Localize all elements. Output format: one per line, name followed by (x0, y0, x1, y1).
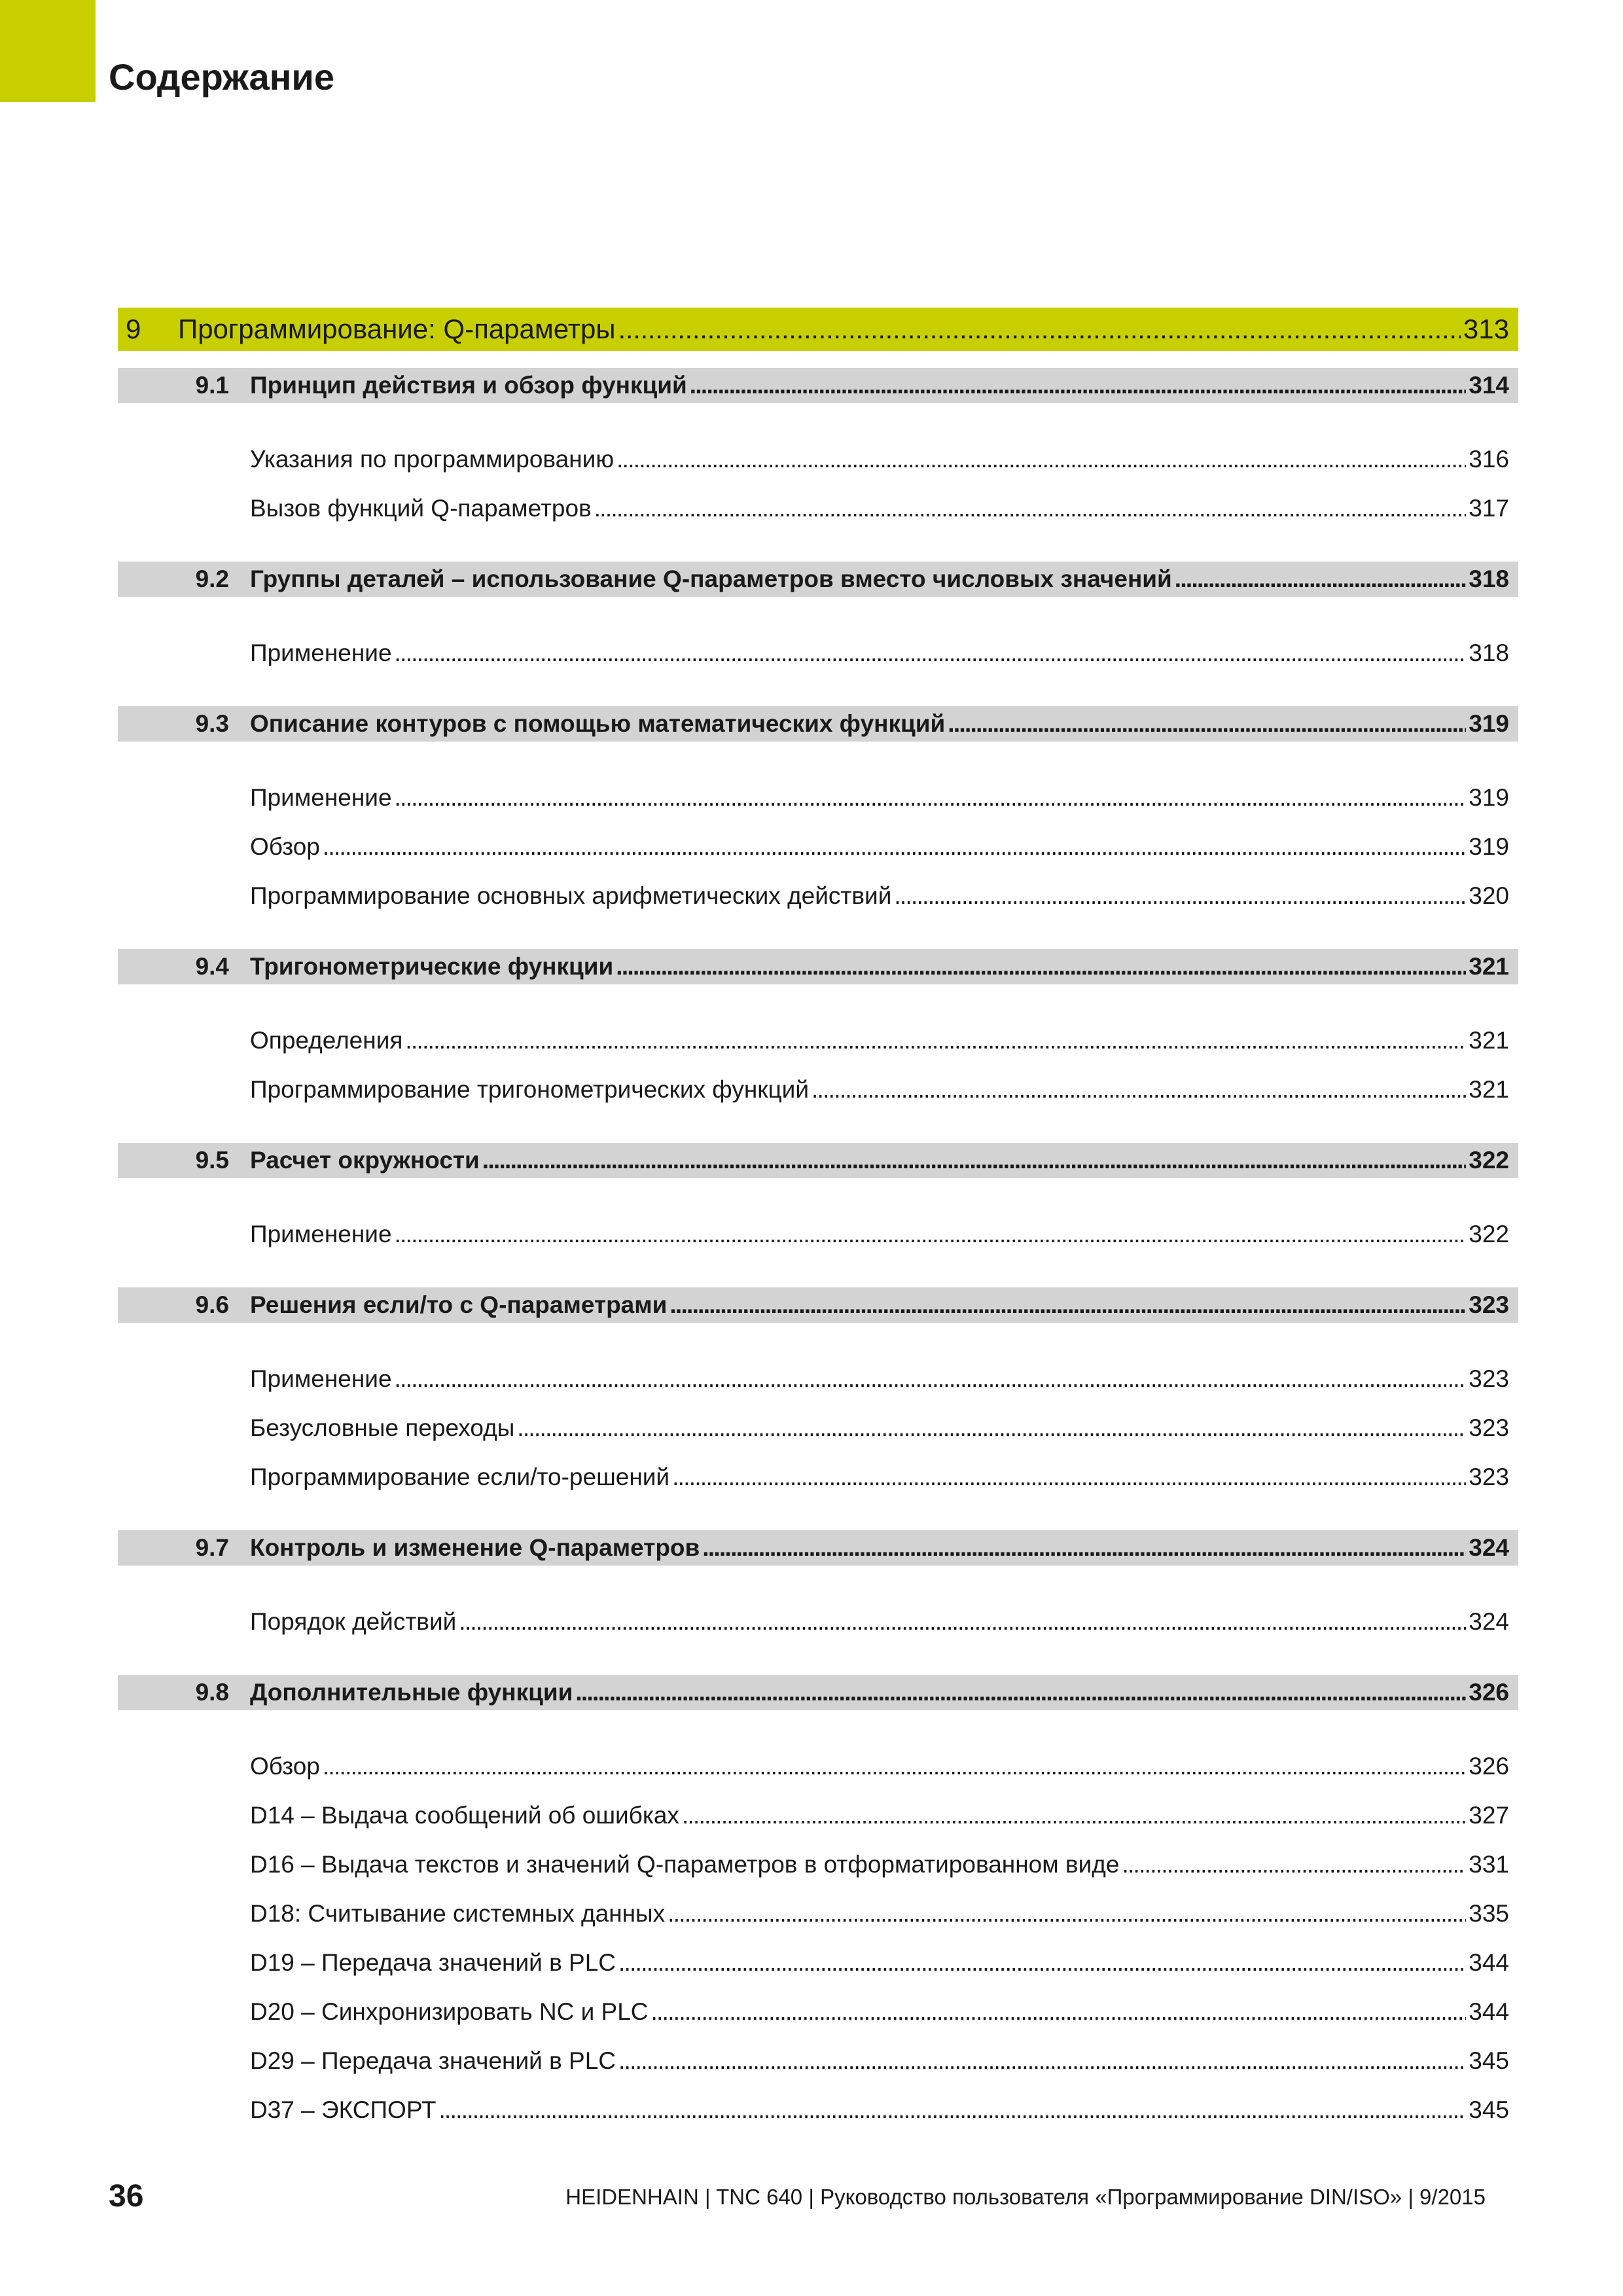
entry-page: 318 (1469, 639, 1509, 666)
toc-entry-row[interactable] (118, 628, 1518, 677)
section-title: Решения если/то с Q-параметрами (250, 1291, 668, 1318)
entry-page: 326 (1469, 1752, 1509, 1780)
section-title: Контроль и изменение Q-параметров (250, 1534, 700, 1561)
dot-leader (575, 1679, 1466, 1706)
toc-entry-row[interactable] (118, 1354, 1518, 1403)
dot-leader (482, 1147, 1467, 1174)
entry-title: Указания по программированию (250, 445, 615, 473)
section-page: 324 (1469, 1534, 1509, 1561)
toc-entry-row[interactable] (118, 822, 1518, 871)
toc-sections (118, 368, 1518, 2163)
toc-entry-row[interactable] (118, 1597, 1518, 1646)
section-page: 323 (1469, 1291, 1509, 1318)
toc-entry-row[interactable] (118, 435, 1518, 484)
section-number: 9.2 (195, 565, 229, 592)
dot-leader (405, 1027, 1466, 1054)
entry-title: Обзор (250, 833, 320, 860)
toc-entry-row[interactable] (118, 1065, 1518, 1114)
entry-page: 345 (1469, 2047, 1509, 2074)
toc-section-row[interactable] (118, 368, 1518, 403)
entry-title: D14 – Выдача сообщений об ошибках (250, 1801, 679, 1829)
entry-title: D19 – Передача значений в PLC (250, 1948, 616, 1976)
table-of-contents (118, 308, 1518, 2163)
toc-entry-row[interactable] (118, 1791, 1518, 1840)
entry-title: Применение (250, 1220, 392, 1247)
corner-accent-block (0, 0, 96, 102)
dot-leader (618, 2047, 1466, 2075)
entry-page: 319 (1469, 833, 1509, 860)
entry-page: 335 (1469, 1899, 1509, 1927)
entry-title: Применение (250, 783, 392, 811)
toc-section-row[interactable] (118, 562, 1518, 597)
entry-page: 327 (1469, 1801, 1509, 1829)
entry-title: Применение (250, 639, 392, 666)
section-title: Дополнительные функции (250, 1679, 573, 1706)
toc-entry-row[interactable] (118, 1742, 1518, 1791)
chapter-number: 9 (126, 314, 141, 344)
chapter-title: Программирование: Q-параметры (178, 314, 616, 344)
dot-leader (668, 1900, 1466, 1928)
dot-leader (616, 953, 1466, 980)
section-page: 326 (1469, 1679, 1509, 1706)
toc-entry-row[interactable] (118, 773, 1518, 822)
entry-title: D29 – Передача значений в PLC (250, 2047, 616, 2074)
section-number: 9.3 (195, 710, 229, 737)
entry-page: 323 (1469, 1463, 1509, 1490)
entry-title: Определения (250, 1026, 403, 1054)
entry-page: 319 (1469, 783, 1509, 811)
dot-leader (1175, 565, 1466, 593)
section-number: 9.8 (195, 1679, 229, 1706)
entry-title: D16 – Выдача текстов и значений Q-параметров в отформатированном виде (250, 1850, 1120, 1878)
dot-leader (894, 882, 1466, 910)
entry-title: D20 – Синхронизировать NC и PLC (250, 1998, 649, 2025)
toc-entry-list (118, 403, 1518, 562)
dot-leader (1122, 1851, 1466, 1878)
entry-title: Обзор (250, 1752, 320, 1780)
entry-page: 321 (1469, 1026, 1509, 1054)
entry-title: Порядок действий (250, 1607, 457, 1635)
entry-title: Применение (250, 1365, 392, 1392)
toc-section-row[interactable] (118, 706, 1518, 742)
chapter-page: 313 (1463, 314, 1509, 344)
entry-title: D37 – ЭКСПОРТ (250, 2096, 437, 2123)
dot-leader (395, 784, 1467, 812)
entry-page: 344 (1469, 1998, 1509, 2025)
section-number: 9.4 (195, 953, 229, 980)
dot-leader (517, 1414, 1466, 1442)
section-number: 9.6 (195, 1291, 229, 1318)
entry-page: 317 (1469, 494, 1509, 522)
entry-title: Вызов функций Q-параметров (250, 494, 592, 522)
section-title: Расчет окружности (250, 1147, 480, 1174)
toc-entry-row[interactable] (118, 1210, 1518, 1259)
toc-entry-list (118, 597, 1518, 706)
section-number: 9.1 (195, 372, 229, 399)
dot-leader (395, 639, 1467, 667)
toc-section-row[interactable] (118, 949, 1518, 984)
entry-page: 323 (1469, 1414, 1509, 1441)
dot-leader (618, 314, 1461, 345)
toc-entry-row[interactable] (118, 1889, 1518, 1938)
dot-leader (395, 1365, 1467, 1393)
toc-section-row[interactable] (118, 1530, 1518, 1566)
section-page: 314 (1469, 372, 1509, 399)
dot-leader (438, 2096, 1466, 2124)
section-number: 9.7 (195, 1534, 229, 1561)
dot-leader (672, 1463, 1466, 1491)
toc-entry-list (118, 1323, 1518, 1530)
entry-page: 324 (1469, 1607, 1509, 1635)
toc-entry-list (118, 1710, 1518, 2163)
entry-page: 316 (1469, 445, 1509, 473)
dot-leader (669, 1291, 1466, 1319)
entry-page: 323 (1469, 1365, 1509, 1392)
entry-title: Программирование тригонометрических функций (250, 1075, 809, 1103)
toc-entry-list (118, 742, 1518, 949)
section-page: 319 (1469, 710, 1509, 737)
toc-entry-row[interactable] (118, 484, 1518, 533)
entry-title: Программирование основных арифметических действий (250, 882, 892, 909)
page-title: Содержание (109, 56, 334, 98)
toc-section-row[interactable] (118, 1143, 1518, 1178)
dot-leader (812, 1076, 1466, 1103)
entry-title: Программирование если/то-решений (250, 1463, 670, 1490)
toc-entry-row[interactable] (118, 1938, 1518, 1987)
toc-entry-row[interactable] (118, 1987, 1518, 2036)
toc-entry-row[interactable] (118, 1403, 1518, 1452)
dot-leader (323, 833, 1466, 861)
dot-leader (651, 1998, 1467, 2026)
toc-entry-row[interactable] (118, 1452, 1518, 1501)
toc-section-row[interactable] (118, 1675, 1518, 1710)
toc-entry-row[interactable] (118, 871, 1518, 920)
section-number: 9.5 (195, 1147, 229, 1174)
toc-entry-row[interactable] (118, 1840, 1518, 1889)
dot-leader (395, 1221, 1467, 1248)
toc-section-row[interactable] (118, 1287, 1518, 1323)
footer-page-number: 36 (109, 2179, 144, 2214)
dot-leader (702, 1534, 1466, 1562)
toc-entry-list (118, 984, 1518, 1143)
dot-leader (323, 1753, 1466, 1780)
dot-leader (616, 446, 1466, 473)
entry-page: 331 (1469, 1850, 1509, 1878)
entry-page: 321 (1469, 1075, 1509, 1103)
toc-entry-list (118, 1566, 1518, 1675)
section-title: Группы деталей – использование Q-параметров вместо числовых значений (250, 565, 1172, 592)
toc-entry-row[interactable] (118, 1016, 1518, 1065)
section-page: 321 (1469, 953, 1509, 980)
dot-leader (459, 1608, 1466, 1636)
section-title: Принцип действия и обзор функций (250, 372, 687, 399)
toc-entry-list (118, 1178, 1518, 1287)
entry-title: Безусловные переходы (250, 1414, 515, 1441)
entry-title: D18: Считывание системных данных (250, 1899, 666, 1927)
section-page: 318 (1469, 565, 1509, 592)
dot-leader (594, 495, 1467, 522)
toc-entry-row[interactable] (118, 2085, 1518, 2134)
section-page: 322 (1469, 1147, 1509, 1174)
dot-leader (690, 372, 1466, 399)
section-title: Тригонометрические функции (250, 953, 614, 980)
footer-text: HEIDENHAIN | TNC 640 | Руководство пользователя «Программирование DIN/ISO» | 9/2015 (565, 2185, 1486, 2209)
dot-leader (682, 1802, 1466, 1829)
toc-chapter-row[interactable] (118, 308, 1518, 351)
entry-page: 320 (1469, 882, 1509, 909)
toc-entry-row[interactable] (118, 2036, 1518, 2085)
entry-page: 344 (1469, 1948, 1509, 1976)
entry-page: 345 (1469, 2096, 1509, 2123)
dot-leader (618, 1949, 1466, 1977)
dot-leader (948, 710, 1466, 738)
entry-page: 322 (1469, 1220, 1509, 1247)
section-title: Описание контуров с помощью математических функций (250, 710, 946, 737)
